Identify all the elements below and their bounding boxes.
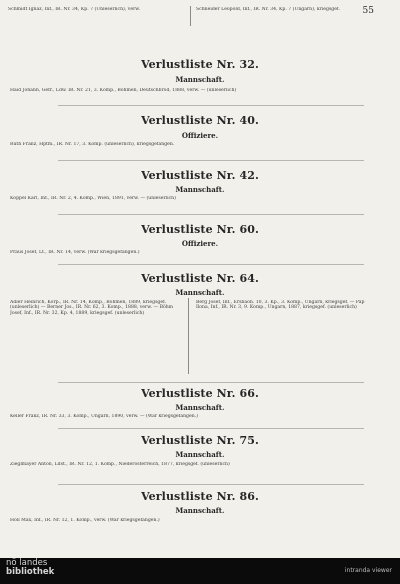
section-title-32: Verlustliste Nr. 32. — [141, 58, 259, 71]
section-title-66: Verlustliste Nr. 66. — [141, 387, 259, 400]
library-logo[interactable] — [6, 559, 54, 577]
column-divider — [188, 298, 189, 374]
divider — [58, 105, 364, 106]
section-subtitle-66: Mannschaft. — [175, 403, 225, 412]
section-title-42: Verlustliste Nr. 42. — [141, 169, 259, 182]
section-subtitle-40: Offiziere. — [181, 131, 219, 140]
section-entries-66: Keller Franz, IR. Nr. 33, 3. Komp., Ungarn, 1890, verw. — (War kriegsgefangen.) — [10, 414, 198, 419]
section-subtitle-75: Mannschaft. — [175, 450, 225, 459]
section-subtitle-42: Mannschaft. — [175, 185, 225, 194]
section-subtitle-60: Offiziere. — [181, 239, 219, 248]
viewer-label: intranda viewer — [344, 567, 392, 574]
section-entries-40: Ruth Franz, Hptm., IR. Nr. 17, 3. Komp. (unleserlich), kriegsgefangen. — [10, 142, 175, 147]
divider — [58, 382, 364, 383]
section-subtitle-32: Mannschaft. — [175, 75, 225, 84]
section-title-86: Verlustliste Nr. 86. — [141, 490, 259, 503]
section-subtitle-86: Mannschaft. — [175, 506, 225, 515]
logo-line-2: bibliothek — [6, 567, 55, 577]
section-entries-32: Haid Johann, Gefr., Ldw. IR. Nr. 21, 3. Komp., Böhmen, Deutschbrod, 1888, verw. — (unleserlich) — [10, 88, 237, 93]
section-title-75: Verlustliste Nr. 75. — [141, 434, 259, 447]
section-title-40: Verlustliste Nr. 40. — [141, 114, 259, 127]
top-left-entries: Schmidt Ignaz, Inf., IR. Nr. 34, Kp. 7 (Unleserlich), verw. — [8, 7, 141, 12]
divider — [58, 428, 364, 429]
logo-line-1: nö landes — [6, 558, 48, 568]
page-number: 55 — [362, 6, 374, 16]
viewer-footer — [0, 558, 400, 584]
top-right-entries: Schneider Leopold, Inf., IR. Nr. 34, Kp. 7 (Ungarn), kriegsgef. — [196, 7, 340, 12]
section-title-60: Verlustliste Nr. 60. — [141, 223, 259, 236]
column-divider — [190, 6, 191, 26]
section-entries-86: Holl Max, Inf., IR. Nr. 12, 1. Komp., verw. (War kriegsgefangen.) — [10, 518, 160, 523]
section-entries-60: Praus Josef, Lt., IR. Nr. 14, verw. (War kriegsgefangen.) — [10, 250, 140, 255]
section-subtitle-64: Mannschaft. — [175, 288, 225, 297]
section-entries-75: Zieglmayer Anton, Ldst., IR. Nr. 12, 1. Komp., Niederösterreich, 1877, kriegsgef. (unleserlich) — [10, 462, 230, 467]
divider — [58, 484, 364, 485]
section-entries-42: Koppel Karl, Inf., IR. Nr. 2, 4. Komp., Wien, 1891, verw. — (unleserlich) — [10, 196, 176, 201]
divider — [58, 160, 364, 161]
section-title-64: Verlustliste Nr. 64. — [141, 272, 259, 285]
divider — [58, 214, 364, 215]
section-entries-64-right: Berg Josef, Inf., Ersbaon. 10, 3. Kp., 3. Komp., Ungarn, kriegsgef. — Pap Ilona, Inf., IR. Nr. 3, 9. Komp., Ungarn, 1887, kriegsgef. (unleserlich) — [196, 300, 365, 311]
divider — [58, 264, 364, 265]
section-entries-64-left: Adler Heinrich, Korp., IR. Nr. 14, Komp., Böhmen, 1889, kriegsgef. (unleserlich) — Berner Jos., IR. Nr. 62, 3. Komp., 1888, verw. — Böhm Josef, Inf., IR. Nr. 32, Kp. 4, 1889, kriegsgef. (unleserlich) — [10, 300, 174, 316]
